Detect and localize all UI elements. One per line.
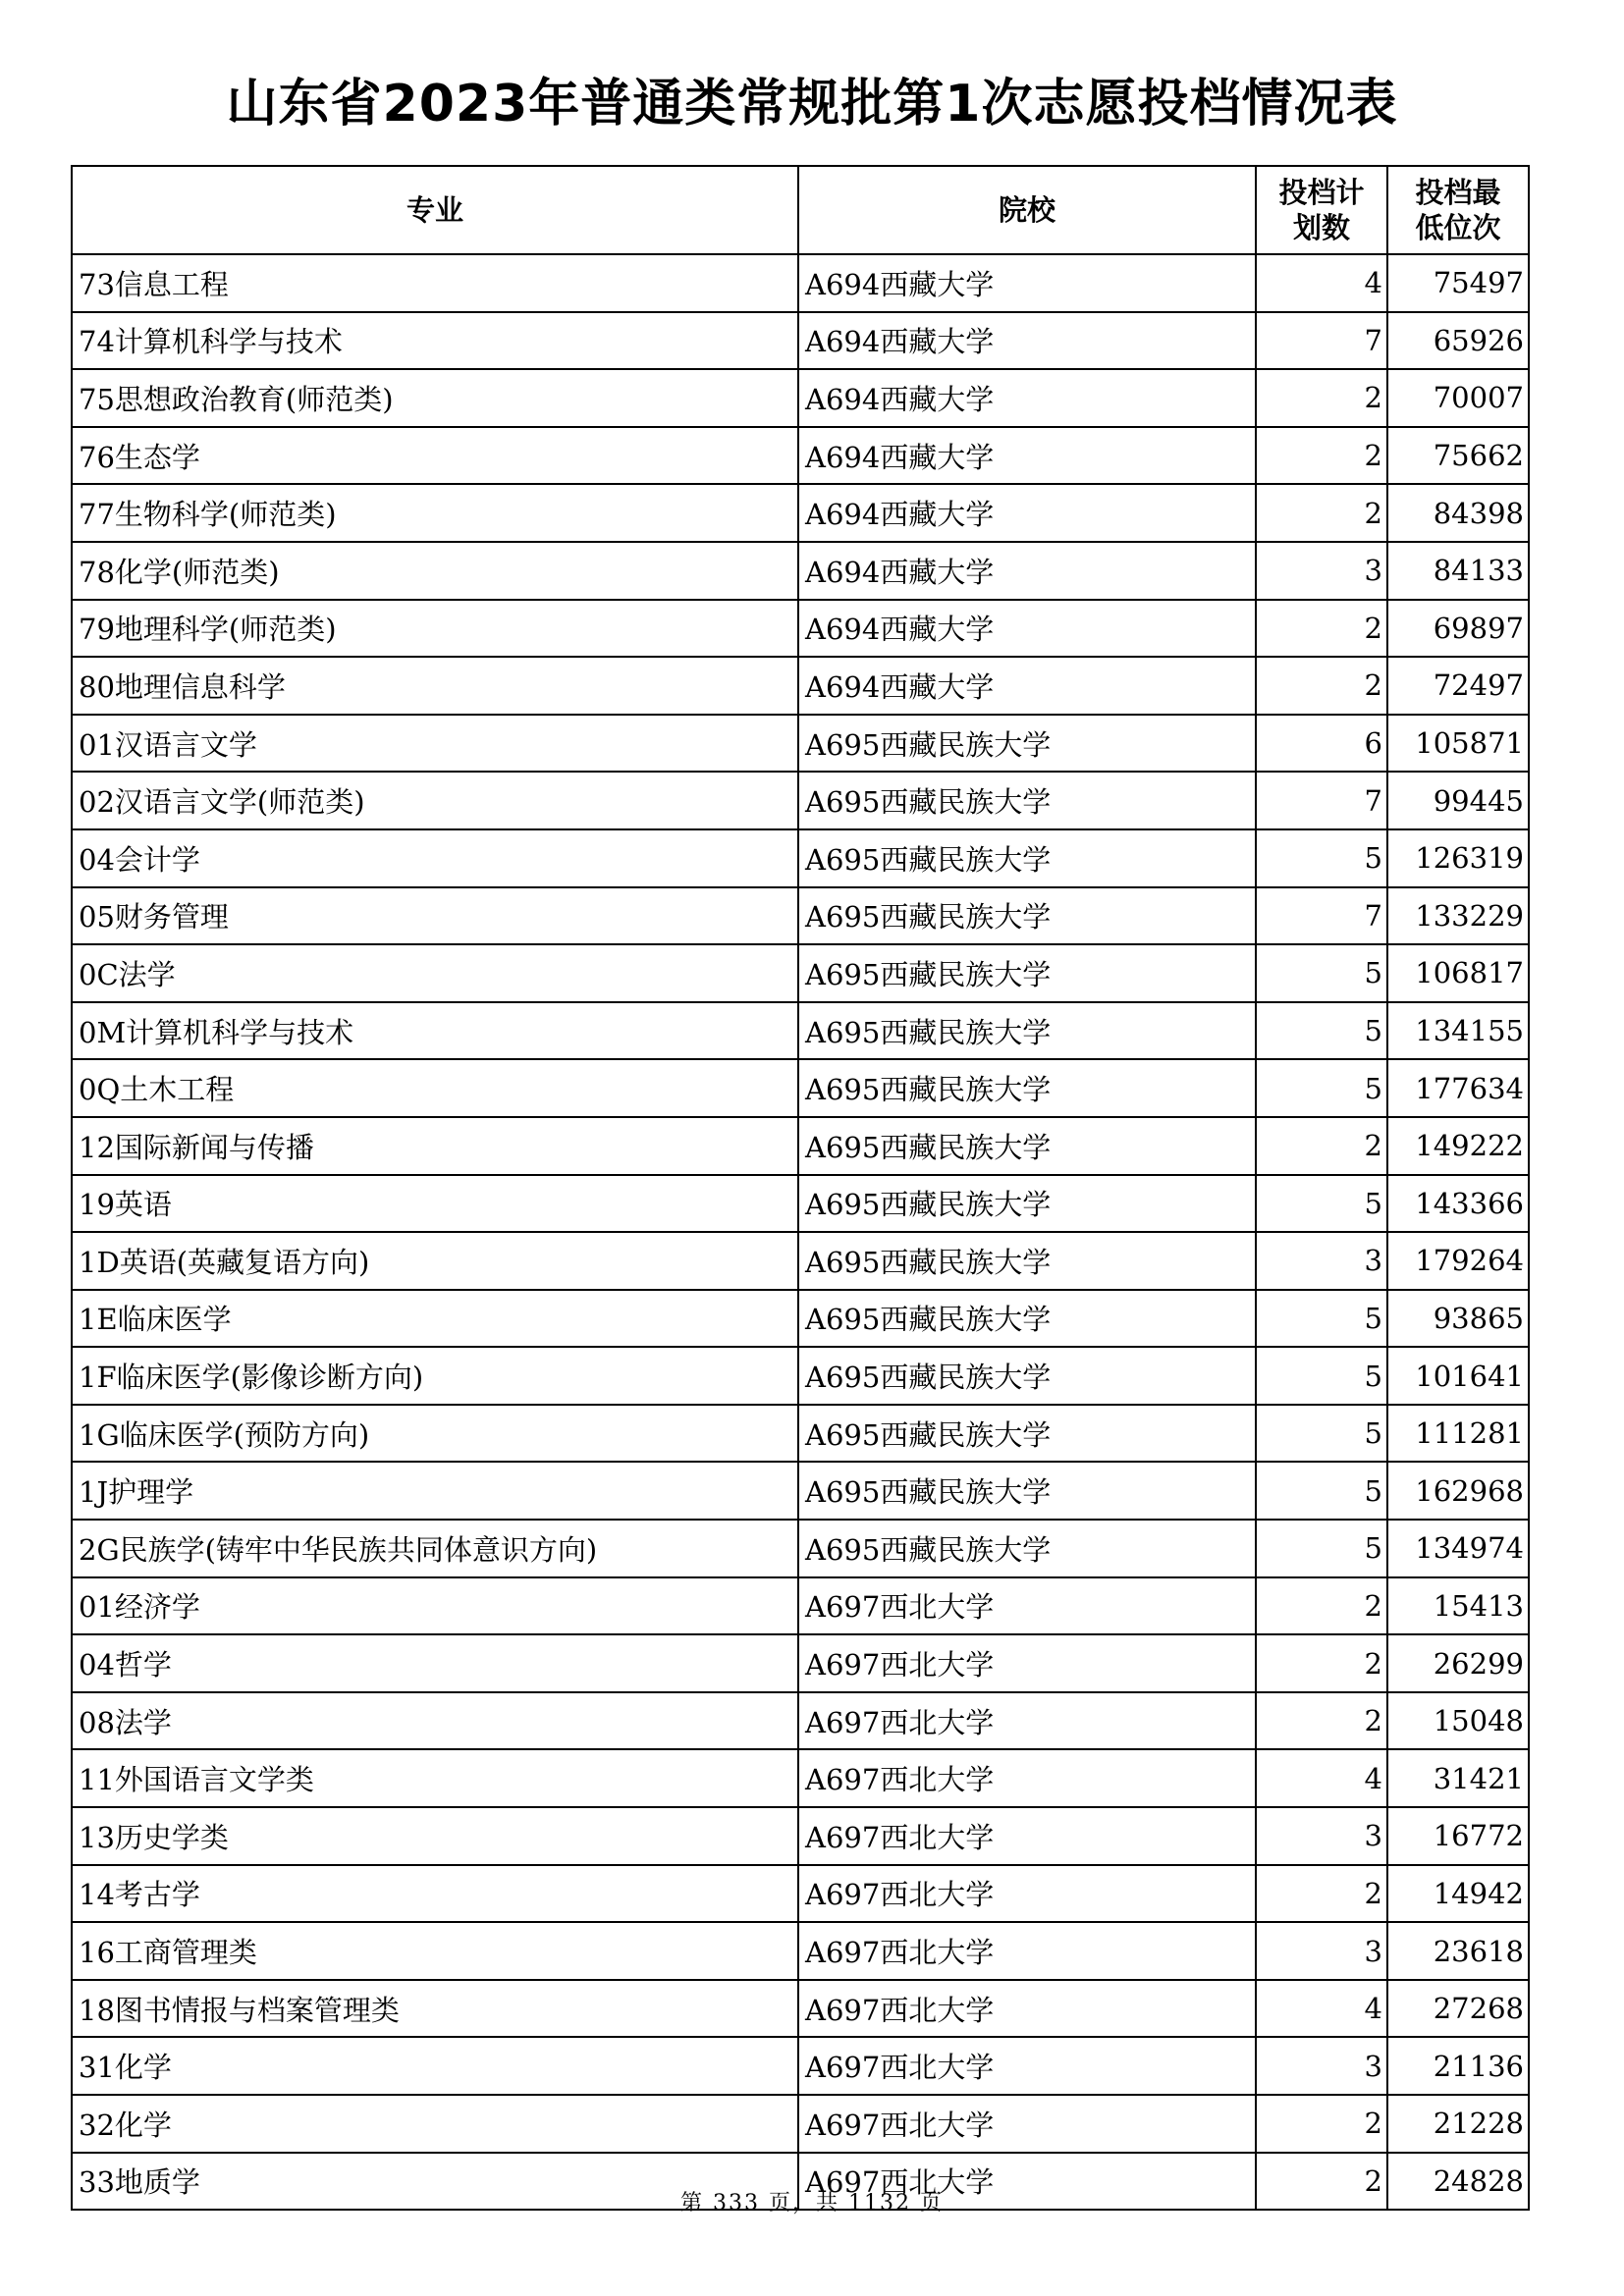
rank-cell: 134974: [1387, 1520, 1529, 1577]
school-cell: A697西北大学: [798, 2153, 1256, 2211]
school-cell: A697西北大学: [798, 1749, 1256, 1807]
major-cell: 80地理信息科学: [72, 657, 798, 715]
major-cell: 16工商管理类: [72, 1922, 798, 1980]
major-cell: 05财务管理: [72, 887, 798, 945]
major-cell: 33地质学: [72, 2153, 798, 2211]
school-cell: A695西藏民族大学: [798, 944, 1256, 1002]
table-row: [72, 1175, 1529, 1233]
rank-cell: 27268: [1387, 1980, 1529, 2038]
table-row: [72, 772, 1529, 829]
plan-cell: 2: [1256, 427, 1387, 485]
major-cell: 1D英语(英藏复语方向): [72, 1232, 798, 1290]
table-row: [72, 427, 1529, 485]
plan-cell: 3: [1256, 2037, 1387, 2095]
major-cell: 11外国语言文学类: [72, 1749, 798, 1807]
page-footer: 第 333 页，共 1132 页: [680, 2191, 944, 2216]
major-cell: 08法学: [72, 1692, 798, 1750]
rank-cell: 111281: [1387, 1405, 1529, 1463]
rank-cell: 24828: [1387, 2153, 1529, 2211]
table-row: [72, 542, 1529, 600]
plan-cell: 5: [1256, 1347, 1387, 1405]
rank-cell: 70007: [1387, 369, 1529, 427]
plan-cell: 2: [1256, 1117, 1387, 1175]
major-cell: 75思想政治教育(师范类): [72, 369, 798, 427]
school-cell: A697西北大学: [798, 1865, 1256, 1923]
rank-cell: 179264: [1387, 1232, 1529, 1290]
rank-cell: 15048: [1387, 1692, 1529, 1750]
header-plan-line1: 投档计: [1278, 176, 1365, 209]
major-cell: 77生物科学(师范类): [72, 484, 798, 542]
school-cell: A694西藏大学: [798, 484, 1256, 542]
school-cell: A697西北大学: [798, 1980, 1256, 2038]
school-cell: A695西藏民族大学: [798, 1347, 1256, 1405]
major-cell: 32化学: [72, 2095, 798, 2153]
plan-cell: 2: [1256, 600, 1387, 658]
plan-cell: 3: [1256, 1807, 1387, 1865]
plan-cell: 5: [1256, 1520, 1387, 1577]
admission-table-container: [71, 165, 1528, 2211]
plan-cell: 5: [1256, 1462, 1387, 1520]
rank-cell: 72497: [1387, 657, 1529, 715]
table-row: [72, 484, 1529, 542]
plan-cell: 6: [1256, 715, 1387, 773]
plan-cell: 4: [1256, 1749, 1387, 1807]
header-plan-line2: 划数: [1292, 211, 1350, 244]
rank-cell: 106817: [1387, 944, 1529, 1002]
rank-cell: 23618: [1387, 1922, 1529, 1980]
major-cell: 73信息工程: [72, 254, 798, 312]
major-cell: 12国际新闻与传播: [72, 1117, 798, 1175]
school-cell: A695西藏民族大学: [798, 1059, 1256, 1117]
school-cell: A695西藏民族大学: [798, 1462, 1256, 1520]
school-cell: A694西藏大学: [798, 657, 1256, 715]
rank-cell: 75497: [1387, 254, 1529, 312]
table-row: [72, 1634, 1529, 1692]
rank-cell: 105871: [1387, 715, 1529, 773]
rank-cell: 31421: [1387, 1749, 1529, 1807]
major-cell: 78化学(师范类): [72, 542, 798, 600]
table-row: [72, 715, 1529, 773]
plan-cell: 5: [1256, 1002, 1387, 1060]
table-row: [72, 1520, 1529, 1577]
major-cell: 1J护理学: [72, 1462, 798, 1520]
major-cell: 04会计学: [72, 829, 798, 887]
rank-cell: 84398: [1387, 484, 1529, 542]
school-cell: A695西藏民族大学: [798, 1405, 1256, 1463]
table-row: [72, 1117, 1529, 1175]
plan-cell: 4: [1256, 1980, 1387, 2038]
major-cell: 2G民族学(铸牢中华民族共同体意识方向): [72, 1520, 798, 1577]
rank-cell: 93865: [1387, 1290, 1529, 1348]
table-row: [72, 1865, 1529, 1923]
rank-cell: 65926: [1387, 312, 1529, 370]
plan-cell: 5: [1256, 829, 1387, 887]
plan-cell: 2: [1256, 2095, 1387, 2153]
rank-cell: 21228: [1387, 2095, 1529, 2153]
table-row: [72, 887, 1529, 945]
major-cell: 04哲学: [72, 1634, 798, 1692]
plan-cell: 5: [1256, 944, 1387, 1002]
rank-cell: 15413: [1387, 1577, 1529, 1635]
plan-cell: 2: [1256, 369, 1387, 427]
rank-cell: 16772: [1387, 1807, 1529, 1865]
major-cell: 0M计算机科学与技术: [72, 1002, 798, 1060]
table-row: [72, 2095, 1529, 2153]
table-row: [72, 1232, 1529, 1290]
school-cell: A695西藏民族大学: [798, 887, 1256, 945]
school-cell: A697西北大学: [798, 1807, 1256, 1865]
plan-cell: 2: [1256, 1692, 1387, 1750]
plan-cell: 7: [1256, 772, 1387, 829]
school-cell: A695西藏民族大学: [798, 1520, 1256, 1577]
table-row: [72, 1749, 1529, 1807]
plan-cell: 2: [1256, 657, 1387, 715]
plan-cell: 7: [1256, 312, 1387, 370]
school-cell: A697西北大学: [798, 1577, 1256, 1635]
major-cell: 74计算机科学与技术: [72, 312, 798, 370]
school-cell: A694西藏大学: [798, 600, 1256, 658]
plan-cell: 3: [1256, 1232, 1387, 1290]
plan-cell: 3: [1256, 542, 1387, 600]
header-rank: [1387, 166, 1529, 254]
table-row: [72, 312, 1529, 370]
table-row: [72, 944, 1529, 1002]
major-cell: 1G临床医学(预防方向): [72, 1405, 798, 1463]
school-cell: A695西藏民族大学: [798, 715, 1256, 773]
table-row: [72, 1290, 1529, 1348]
major-cell: 13历史学类: [72, 1807, 798, 1865]
major-cell: 01经济学: [72, 1577, 798, 1635]
table-row: [72, 829, 1529, 887]
plan-cell: 2: [1256, 484, 1387, 542]
table-body: [72, 254, 1529, 2210]
school-cell: A697西北大学: [798, 2095, 1256, 2153]
plan-cell: 5: [1256, 1405, 1387, 1463]
major-cell: 31化学: [72, 2037, 798, 2095]
table-row: [72, 1405, 1529, 1463]
school-cell: A694西藏大学: [798, 254, 1256, 312]
plan-cell: 5: [1256, 1059, 1387, 1117]
table-row: [72, 1807, 1529, 1865]
rank-cell: 84133: [1387, 542, 1529, 600]
rank-cell: 69897: [1387, 600, 1529, 658]
page-title: 山东省2023年普通类常规批第1次志愿投档情况表: [226, 75, 1398, 133]
school-cell: A697西北大学: [798, 1634, 1256, 1692]
table-row: [72, 2037, 1529, 2095]
plan-cell: 2: [1256, 1634, 1387, 1692]
table-row: [72, 1980, 1529, 2038]
table-row: [72, 1347, 1529, 1405]
header-rank-line2: 低位次: [1415, 211, 1501, 244]
rank-cell: 101641: [1387, 1347, 1529, 1405]
header-plan: [1256, 166, 1387, 254]
school-cell: A695西藏民族大学: [798, 1175, 1256, 1233]
rank-cell: 162968: [1387, 1462, 1529, 1520]
header-rank-line1: 投档最: [1415, 176, 1501, 209]
rank-cell: 133229: [1387, 887, 1529, 945]
major-cell: 76生态学: [72, 427, 798, 485]
rank-cell: 149222: [1387, 1117, 1529, 1175]
header-major: 专业: [72, 166, 798, 254]
school-cell: A695西藏民族大学: [798, 1232, 1256, 1290]
plan-cell: 7: [1256, 887, 1387, 945]
table-row: [72, 1059, 1529, 1117]
table-row: [72, 657, 1529, 715]
table-row: [72, 1462, 1529, 1520]
table-row: [72, 1577, 1529, 1635]
plan-cell: 4: [1256, 254, 1387, 312]
major-cell: 0C法学: [72, 944, 798, 1002]
major-cell: 14考古学: [72, 1865, 798, 1923]
school-cell: A697西北大学: [798, 2037, 1256, 2095]
header-school: 院校: [798, 166, 1256, 254]
table-row: [72, 600, 1529, 658]
school-cell: A694西藏大学: [798, 312, 1256, 370]
major-cell: 0Q土木工程: [72, 1059, 798, 1117]
plan-cell: 2: [1256, 2153, 1387, 2211]
rank-cell: 26299: [1387, 1634, 1529, 1692]
rank-cell: 21136: [1387, 2037, 1529, 2095]
school-cell: A695西藏民族大学: [798, 1002, 1256, 1060]
major-cell: 18图书情报与档案管理类: [72, 1980, 798, 2038]
school-cell: A694西藏大学: [798, 369, 1256, 427]
rank-cell: 75662: [1387, 427, 1529, 485]
major-cell: 01汉语言文学: [72, 715, 798, 773]
rank-cell: 177634: [1387, 1059, 1529, 1117]
major-cell: 79地理科学(师范类): [72, 600, 798, 658]
school-cell: A695西藏民族大学: [798, 772, 1256, 829]
plan-cell: 2: [1256, 1577, 1387, 1635]
school-cell: A695西藏民族大学: [798, 1117, 1256, 1175]
admission-table: [71, 165, 1530, 2211]
school-cell: A694西藏大学: [798, 542, 1256, 600]
major-cell: 1E临床医学: [72, 1290, 798, 1348]
rank-cell: 126319: [1387, 829, 1529, 887]
school-cell: A694西藏大学: [798, 427, 1256, 485]
rank-cell: 99445: [1387, 772, 1529, 829]
major-cell: 19英语: [72, 1175, 798, 1233]
table-row: [72, 254, 1529, 312]
major-cell: 02汉语言文学(师范类): [72, 772, 798, 829]
table-row: [72, 1692, 1529, 1750]
table-row: [72, 1922, 1529, 1980]
school-cell: A697西北大学: [798, 1692, 1256, 1750]
plan-cell: 5: [1256, 1290, 1387, 1348]
rank-cell: 134155: [1387, 1002, 1529, 1060]
table-row: [72, 1002, 1529, 1060]
rank-cell: 143366: [1387, 1175, 1529, 1233]
school-cell: A695西藏民族大学: [798, 1290, 1256, 1348]
plan-cell: 3: [1256, 1922, 1387, 1980]
table-header-row: [72, 166, 1529, 254]
plan-cell: 2: [1256, 1865, 1387, 1923]
school-cell: A695西藏民族大学: [798, 829, 1256, 887]
plan-cell: 5: [1256, 1175, 1387, 1233]
rank-cell: 14942: [1387, 1865, 1529, 1923]
major-cell: 1F临床医学(影像诊断方向): [72, 1347, 798, 1405]
school-cell: A697西北大学: [798, 1922, 1256, 1980]
table-row: [72, 369, 1529, 427]
